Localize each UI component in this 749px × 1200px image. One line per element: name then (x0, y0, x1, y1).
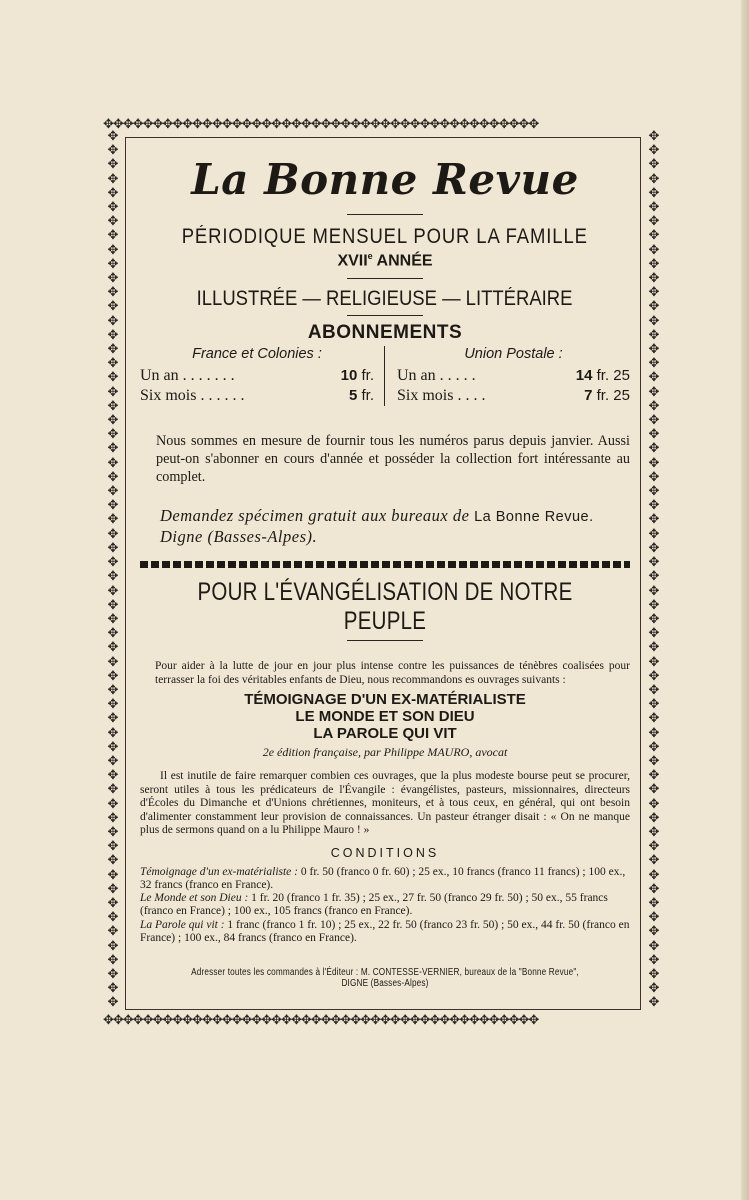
region-label: France et Colonies : (192, 346, 322, 363)
price-number: 7 (584, 387, 593, 405)
conditions-list (140, 866, 630, 945)
subscriptions-france (140, 346, 385, 406)
price-unit: fr. (361, 367, 374, 385)
conditions-heading: CONDITIONS (330, 845, 440, 860)
divider (347, 315, 423, 316)
year-word: ANNÉE (376, 252, 433, 270)
divider (347, 214, 423, 215)
right-border-ornament: ✥✥✥✥✥✥✥✥✥✥✥✥✥✥✥✥✥✥✥✥✥✥✥✥✥✥✥✥✥✥✥✥✥✥✥✥✥✥✥✥✥✥✥✥✥✥✥✥✥✥✥✥✥✥✥✥✥✥✥✥✥✥ (648, 130, 660, 1010)
masthead-subtitle (140, 225, 630, 249)
condition-title: Témoignage d'un ex-matérialiste : (140, 865, 298, 878)
advertisement-content (140, 150, 630, 989)
price-row (140, 366, 374, 386)
price-row (397, 386, 630, 406)
order-address-text: Adresser toutes les commandes à l'Éditeur : M. CONTESSE-VERNIER, bureaux de la "Bonne Revue", DIGNE (Basses-Alpes) (191, 967, 579, 990)
divider (347, 278, 423, 279)
price-unit: fr. 25 (596, 387, 630, 405)
year-roman: XVII (337, 252, 368, 270)
period-label: Un an . . . . . (397, 367, 476, 385)
condition-title: Le Monde et son Dieu : (140, 892, 249, 905)
section-separator (140, 561, 630, 568)
condition-text: 0 fr. 50 (franco 0 fr. 60) ; 25 ex., 10 francs (franco 11 francs) ; 100 ex., 32 francs (franco en France). (140, 865, 626, 892)
subscriptions-heading: ABONNEMENTS (307, 322, 463, 344)
specimen-request (160, 506, 630, 547)
price-number: 5 (348, 387, 358, 405)
top-border-ornament: ✥✥✥✥✥✥✥✥✥✥✥✥✥✥✥✥✥✥✥✥✥✥✥✥✥✥✥✥✥✥✥✥✥✥✥✥✥✥✥✥✥✥✥✥ (103, 118, 539, 132)
subscriptions-table (140, 346, 630, 406)
masthead-tagline (140, 287, 630, 311)
left-border-ornament: ✥✥✥✥✥✥✥✥✥✥✥✥✥✥✥✥✥✥✥✥✥✥✥✥✥✥✥✥✥✥✥✥✥✥✥✥✥✥✥✥✥✥✥✥✥✥✥✥✥✥✥✥✥✥✥✥✥✥✥✥✥✥ (107, 130, 119, 1010)
book-title: LE MONDE ET SON DIEU (295, 708, 475, 726)
evangelisation-heading-text: POUR L'ÉVANGÉLISATION DE NOTRE PEUPLE (197, 578, 573, 636)
region-label: Union Postale : (464, 346, 563, 363)
evangelisation-body: Il est inutile de faire remarquer combien ces ouvrages, que la plus modeste bourse peut se procurer, seront utiles à tous les prédicateurs de l'Évangile : évangélistes, pasteurs, missionnaires, directeurs d'Écoles du Dimanche et d'Unions chrétiennes, moniteurs, et à tous ceux, en général, qui ont besoin d'alimenter constamment leur provision de connaissances. Un pasteur étranger disait : « On ne manque plus de sermons quand on a lu Philippe Mauro ! » (140, 770, 630, 837)
edition-note: 2e édition française, par Philippe MAURO, avocat (262, 745, 508, 760)
book-title: LA PAROLE QUI VIT (313, 725, 457, 743)
condition-item (140, 892, 630, 918)
specimen-place: Digne (Basses-Alpes). (160, 527, 318, 547)
bottom-border-ornament: ✥✥✥✥✥✥✥✥✥✥✥✥✥✥✥✥✥✥✥✥✥✥✥✥✥✥✥✥✥✥✥✥✥✥✥✥✥✥✥✥✥✥✥✥ (103, 1014, 539, 1028)
page-edge (741, 0, 749, 1200)
evangelisation-intro: Pour aider à la lutte de jour en jour plus intense contre les puissances de ténèbres coalisées pour terrasser la foi des véritables enfants de Dieu, nous recommandons es ouvrages suivants : (155, 660, 630, 687)
price-value (341, 366, 374, 386)
price-row (397, 366, 630, 386)
order-address (140, 967, 630, 989)
price-number: 10 (340, 367, 358, 385)
period-label: Six mois . . . . . . (140, 387, 245, 405)
condition-item (140, 866, 630, 892)
price-number: 14 (575, 367, 593, 385)
specimen-italic: Demandez spécimen gratuit aux bureaux de (160, 506, 470, 526)
condition-item (140, 919, 630, 945)
price-row (140, 386, 374, 406)
divider (347, 640, 423, 641)
back-issues-notice: Nous sommes en mesure de fournir tous les numéros parus depuis janvier. Aussi peut-on s'abonner en cours d'année et posséder la collection fort intéressante au complet. (156, 433, 630, 486)
subscriptions-union (385, 346, 630, 406)
condition-text: 1 fr. 20 (franco 1 fr. 35) ; 25 ex., 27 fr. 50 (franco 29 fr. 50) ; 50 ex., 55 francs (franco en France) ; 100 ex., 105 francs (franco en France). (140, 892, 608, 918)
condition-title: La Parole qui vit : (140, 918, 225, 931)
price-value (349, 386, 374, 406)
masthead-year (140, 251, 630, 270)
tagline-text: ILLUSTRÉE — RELIGIEUSE — LITTÉRAIRE (197, 287, 573, 311)
price-value (584, 386, 630, 406)
price-unit: fr. 25 (596, 367, 630, 385)
price-value (576, 366, 630, 386)
masthead-title: La Bonne Revue (191, 155, 579, 204)
period-label: Six mois . . . . (397, 387, 486, 405)
period-label: Un an . . . . . . . (140, 367, 235, 385)
price-unit: fr. (361, 387, 374, 405)
condition-text: 1 franc (franco 1 fr. 10) ; 25 ex., 22 fr. 50 (franco 23 fr. 50) ; 50 ex., 44 fr. 50 (franco en France) ; 100 ex., 84 francs (franco en France). (140, 918, 630, 944)
book-list (140, 691, 630, 742)
book-title: TÉMOIGNAGE D'UN EX-MATÉRIALISTE (244, 691, 526, 709)
specimen-name: La Bonne Revue. (474, 509, 594, 526)
subtitle-text: PÉRIODIQUE MENSUEL POUR LA FAMILLE (181, 225, 589, 248)
year-sup: e (367, 251, 373, 261)
evangelisation-heading (140, 578, 630, 636)
